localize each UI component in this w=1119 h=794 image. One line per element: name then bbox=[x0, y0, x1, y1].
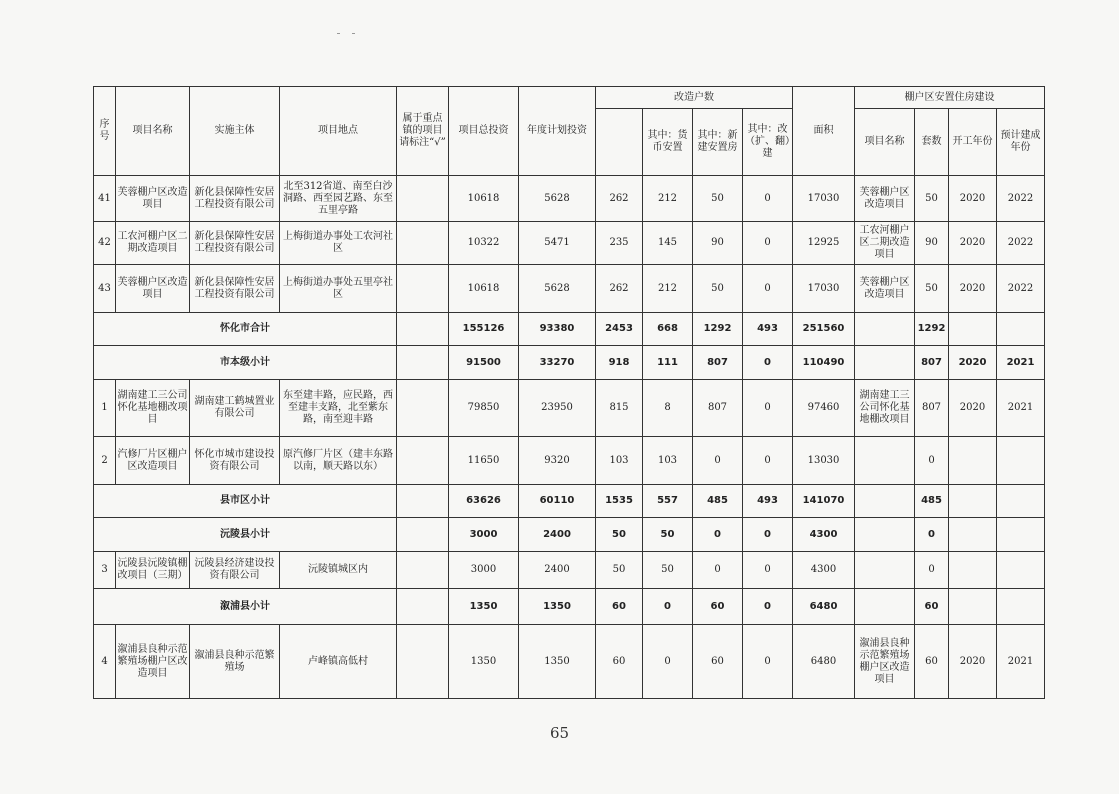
row-households: 235 bbox=[596, 222, 643, 265]
scan-speck bbox=[352, 33, 355, 34]
row-monetary: 8 bbox=[643, 380, 693, 437]
row-annual: 23950 bbox=[519, 380, 596, 437]
row-seq: 42 bbox=[94, 222, 116, 265]
header-rs-units: 套数 bbox=[915, 109, 949, 176]
row-rs-end: 2021 bbox=[997, 380, 1045, 437]
row-rs-end: 2022 bbox=[997, 222, 1045, 265]
row-rs-start bbox=[949, 552, 997, 589]
row-newbuild: 0 bbox=[693, 437, 743, 485]
row-monetary: 103 bbox=[643, 437, 693, 485]
subtotal-total: 63626 bbox=[449, 485, 519, 518]
subtotal-newbuild: 0 bbox=[693, 518, 743, 552]
subtotal-total: 1350 bbox=[449, 589, 519, 625]
subtotal-label: 沅陵县小计 bbox=[94, 518, 397, 552]
row-location: 东至建丰路，应民路，西至建丰支路，北至紫东路，南至迎丰路 bbox=[280, 380, 397, 437]
subtotal-households: 1535 bbox=[596, 485, 643, 518]
row-name: 溆浦县良种示范繁殖场棚户区改造项目 bbox=[116, 625, 190, 699]
subtotal-rs-units: 485 bbox=[915, 485, 949, 518]
row-area: 12925 bbox=[793, 222, 855, 265]
row-entity: 新化县保障性安居工程投资有限公司 bbox=[190, 265, 280, 313]
row-monetary: 145 bbox=[643, 222, 693, 265]
row-rs-start: 2020 bbox=[949, 380, 997, 437]
row-total: 79850 bbox=[449, 380, 519, 437]
xupu-subtotal-row bbox=[94, 589, 1045, 625]
header-rs-start: 开工年份 bbox=[949, 109, 997, 176]
row-rs-name: 芙蓉棚户区改造项目 bbox=[855, 176, 915, 222]
subtotal-area: 141070 bbox=[793, 485, 855, 518]
header-households-blank bbox=[596, 109, 643, 176]
subtotal-monetary: 50 bbox=[643, 518, 693, 552]
huaihua-total-row bbox=[94, 313, 1045, 346]
row-key-town bbox=[397, 625, 449, 699]
row-key-town bbox=[397, 552, 449, 589]
header-households-group: 改造户数 bbox=[596, 87, 793, 109]
row-annual: 5471 bbox=[519, 222, 596, 265]
row-name: 芙蓉棚户区改造项目 bbox=[116, 265, 190, 313]
row-area: 6480 bbox=[793, 625, 855, 699]
row-area: 4300 bbox=[793, 552, 855, 589]
header-hh-monetary: 其中：货币安置 bbox=[643, 109, 693, 176]
row-rs-start: 2020 bbox=[949, 265, 997, 313]
subtotal-area: 110490 bbox=[793, 346, 855, 380]
row-rs-units: 0 bbox=[915, 437, 949, 485]
row-newbuild: 90 bbox=[693, 222, 743, 265]
subtotal-total: 155126 bbox=[449, 313, 519, 346]
row-rs-units: 807 bbox=[915, 380, 949, 437]
subtotal-rs-units: 807 bbox=[915, 346, 949, 380]
subtotal-rs-name bbox=[855, 346, 915, 380]
table-row bbox=[94, 222, 1045, 265]
row-location: 北至312省道、南至白沙洞路、西至园艺路、东至五里亭路 bbox=[280, 176, 397, 222]
row-total: 10618 bbox=[449, 176, 519, 222]
table-row bbox=[94, 380, 1045, 437]
subtotal-rs-end bbox=[997, 485, 1045, 518]
header-resettle-group: 棚户区安置住房建设 bbox=[855, 87, 1045, 109]
row-area: 13030 bbox=[793, 437, 855, 485]
row-seq: 2 bbox=[94, 437, 116, 485]
subtotal-rs-start bbox=[949, 313, 997, 346]
subtotal-total: 91500 bbox=[449, 346, 519, 380]
subtotal-annual: 1350 bbox=[519, 589, 596, 625]
subtotal-renovate: 493 bbox=[743, 313, 793, 346]
scan-speck bbox=[337, 33, 340, 34]
subtotal-key-town bbox=[397, 518, 449, 552]
table-row bbox=[94, 552, 1045, 589]
subtotal-renovate: 0 bbox=[743, 346, 793, 380]
row-total: 10618 bbox=[449, 265, 519, 313]
row-renovate: 0 bbox=[743, 176, 793, 222]
row-seq: 43 bbox=[94, 265, 116, 313]
row-seq: 4 bbox=[94, 625, 116, 699]
header-area: 面积 bbox=[793, 87, 855, 176]
header-hh-new: 其中：新建安置房 bbox=[693, 109, 743, 176]
subtotal-rs-name bbox=[855, 518, 915, 552]
subtotal-total: 3000 bbox=[449, 518, 519, 552]
subtotal-rs-start: 2020 bbox=[949, 346, 997, 380]
row-total: 11650 bbox=[449, 437, 519, 485]
row-households: 60 bbox=[596, 625, 643, 699]
subtotal-rs-units: 0 bbox=[915, 518, 949, 552]
subtotal-monetary: 557 bbox=[643, 485, 693, 518]
row-entity: 溆浦县良种示范繁殖场 bbox=[190, 625, 280, 699]
row-rs-end: 2022 bbox=[997, 176, 1045, 222]
row-monetary: 50 bbox=[643, 552, 693, 589]
subtotal-rs-start bbox=[949, 485, 997, 518]
row-rs-start: 2020 bbox=[949, 222, 997, 265]
row-annual: 1350 bbox=[519, 625, 596, 699]
row-total: 3000 bbox=[449, 552, 519, 589]
subtotal-rs-units: 60 bbox=[915, 589, 949, 625]
row-total: 1350 bbox=[449, 625, 519, 699]
row-rs-end: 2021 bbox=[997, 625, 1045, 699]
subtotal-renovate: 0 bbox=[743, 589, 793, 625]
header-rs-end: 预计建成年份 bbox=[997, 109, 1045, 176]
row-key-town bbox=[397, 437, 449, 485]
header-seq: 序号 bbox=[94, 87, 116, 176]
subtotal-rs-start bbox=[949, 518, 997, 552]
row-entity: 湖南建工鹤城置业有限公司 bbox=[190, 380, 280, 437]
subtotal-key-town bbox=[397, 346, 449, 380]
row-rs-start: 2020 bbox=[949, 176, 997, 222]
subtotal-annual: 93380 bbox=[519, 313, 596, 346]
subtotal-key-town bbox=[397, 485, 449, 518]
subtotal-newbuild: 1292 bbox=[693, 313, 743, 346]
subtotal-newbuild: 807 bbox=[693, 346, 743, 380]
row-entity: 新化县保障性安居工程投资有限公司 bbox=[190, 222, 280, 265]
row-annual: 5628 bbox=[519, 176, 596, 222]
row-renovate: 0 bbox=[743, 625, 793, 699]
row-annual: 9320 bbox=[519, 437, 596, 485]
row-entity: 新化县保障性安居工程投资有限公司 bbox=[190, 176, 280, 222]
subtotal-label: 怀化市合计 bbox=[94, 313, 397, 346]
row-monetary: 212 bbox=[643, 265, 693, 313]
yuanling-subtotal-row bbox=[94, 518, 1045, 552]
row-newbuild: 60 bbox=[693, 625, 743, 699]
subtotal-households: 2453 bbox=[596, 313, 643, 346]
row-entity: 沅陵县经济建设投资有限公司 bbox=[190, 552, 280, 589]
row-location: 沅陵镇城区内 bbox=[280, 552, 397, 589]
row-rs-name bbox=[855, 437, 915, 485]
row-rs-name bbox=[855, 552, 915, 589]
row-rs-name: 溆浦县良种示范繁殖场棚户区改造项目 bbox=[855, 625, 915, 699]
subtotal-rs-end bbox=[997, 313, 1045, 346]
row-location: 卢峰镇高低村 bbox=[280, 625, 397, 699]
row-location: 原汽修厂片区（建丰东路以南，顺天路以东） bbox=[280, 437, 397, 485]
row-area: 17030 bbox=[793, 265, 855, 313]
subtotal-rs-end: 2021 bbox=[997, 346, 1045, 380]
row-seq: 3 bbox=[94, 552, 116, 589]
row-rs-start: 2020 bbox=[949, 625, 997, 699]
subtotal-label: 县市区小计 bbox=[94, 485, 397, 518]
row-area: 17030 bbox=[793, 176, 855, 222]
subtotal-newbuild: 485 bbox=[693, 485, 743, 518]
row-entity: 怀化市城市建设投资有限公司 bbox=[190, 437, 280, 485]
row-name: 湖南建工三公司怀化基地棚改项目 bbox=[116, 380, 190, 437]
table-row bbox=[94, 176, 1045, 222]
header-location: 项目地点 bbox=[280, 87, 397, 176]
subtotal-area: 251560 bbox=[793, 313, 855, 346]
row-name: 工农河棚户区二期改造项目 bbox=[116, 222, 190, 265]
row-renovate: 0 bbox=[743, 265, 793, 313]
row-rs-units: 0 bbox=[915, 552, 949, 589]
row-renovate: 0 bbox=[743, 437, 793, 485]
row-newbuild: 50 bbox=[693, 265, 743, 313]
row-rs-units: 60 bbox=[915, 625, 949, 699]
header-row-1 bbox=[94, 87, 1045, 109]
row-households: 103 bbox=[596, 437, 643, 485]
subtotal-newbuild: 60 bbox=[693, 589, 743, 625]
row-renovate: 0 bbox=[743, 380, 793, 437]
subtotal-rs-name bbox=[855, 313, 915, 346]
subtotal-renovate: 493 bbox=[743, 485, 793, 518]
row-newbuild: 807 bbox=[693, 380, 743, 437]
row-monetary: 212 bbox=[643, 176, 693, 222]
subtotal-annual: 2400 bbox=[519, 518, 596, 552]
row-rs-units: 50 bbox=[915, 176, 949, 222]
row-rs-end bbox=[997, 552, 1045, 589]
row-rs-end: 2022 bbox=[997, 265, 1045, 313]
row-rs-units: 50 bbox=[915, 265, 949, 313]
row-seq: 41 bbox=[94, 176, 116, 222]
subtotal-area: 4300 bbox=[793, 518, 855, 552]
subtotal-monetary: 0 bbox=[643, 589, 693, 625]
row-key-town bbox=[397, 265, 449, 313]
table-row bbox=[94, 265, 1045, 313]
row-rs-name: 湖南建工三公司怀化基地棚改项目 bbox=[855, 380, 915, 437]
row-monetary: 0 bbox=[643, 625, 693, 699]
row-rs-units: 90 bbox=[915, 222, 949, 265]
row-area: 97460 bbox=[793, 380, 855, 437]
page-number: 65 bbox=[549, 724, 570, 742]
subtotal-area: 6480 bbox=[793, 589, 855, 625]
header-name: 项目名称 bbox=[116, 87, 190, 176]
row-total: 10322 bbox=[449, 222, 519, 265]
subtotal-rs-name bbox=[855, 589, 915, 625]
row-annual: 5628 bbox=[519, 265, 596, 313]
row-name: 芙蓉棚户区改造项目 bbox=[116, 176, 190, 222]
row-name: 汽修厂片区棚户区改造项目 bbox=[116, 437, 190, 485]
subtotal-rs-name bbox=[855, 485, 915, 518]
row-rs-start bbox=[949, 437, 997, 485]
row-annual: 2400 bbox=[519, 552, 596, 589]
header-rs-name: 项目名称 bbox=[855, 109, 915, 176]
subtotal-households: 918 bbox=[596, 346, 643, 380]
subtotal-households: 60 bbox=[596, 589, 643, 625]
subtotal-key-town bbox=[397, 313, 449, 346]
subtotal-annual: 33270 bbox=[519, 346, 596, 380]
header-key-town: 属于重点镇的项目请标注“√” bbox=[397, 87, 449, 176]
row-newbuild: 50 bbox=[693, 176, 743, 222]
table-row bbox=[94, 625, 1045, 699]
row-key-town bbox=[397, 176, 449, 222]
header-total-invest: 项目总投资 bbox=[449, 87, 519, 176]
subtotal-annual: 60110 bbox=[519, 485, 596, 518]
subtotal-rs-units: 1292 bbox=[915, 313, 949, 346]
county-subtotal-row bbox=[94, 485, 1045, 518]
row-rs-name: 工农河棚户区二期改造项目 bbox=[855, 222, 915, 265]
row-seq: 1 bbox=[94, 380, 116, 437]
subtotal-rs-start bbox=[949, 589, 997, 625]
row-location: 上梅街道办事处五里亭社区 bbox=[280, 265, 397, 313]
row-newbuild: 0 bbox=[693, 552, 743, 589]
subtotal-label: 市本级小计 bbox=[94, 346, 397, 380]
row-renovate: 0 bbox=[743, 222, 793, 265]
housing-project-table bbox=[93, 86, 1045, 699]
row-households: 50 bbox=[596, 552, 643, 589]
row-name: 沅陵县沅陵镇棚改项目（三期） bbox=[116, 552, 190, 589]
row-key-town bbox=[397, 380, 449, 437]
row-households: 815 bbox=[596, 380, 643, 437]
city-level-subtotal-row bbox=[94, 346, 1045, 380]
subtotal-rs-end bbox=[997, 589, 1045, 625]
header-annual-invest: 年度计划投资 bbox=[519, 87, 596, 176]
row-rs-end bbox=[997, 437, 1045, 485]
subtotal-renovate: 0 bbox=[743, 518, 793, 552]
subtotal-monetary: 111 bbox=[643, 346, 693, 380]
subtotal-rs-end bbox=[997, 518, 1045, 552]
header-entity: 实施主体 bbox=[190, 87, 280, 176]
table-row bbox=[94, 437, 1045, 485]
row-households: 262 bbox=[596, 265, 643, 313]
row-rs-name: 芙蓉棚户区改造项目 bbox=[855, 265, 915, 313]
row-location: 上梅街道办事处工农河社区 bbox=[280, 222, 397, 265]
subtotal-households: 50 bbox=[596, 518, 643, 552]
subtotal-label: 溆浦县小计 bbox=[94, 589, 397, 625]
subtotal-monetary: 668 bbox=[643, 313, 693, 346]
header-hh-renovate: 其中：改（扩、翻）建 bbox=[743, 109, 793, 176]
row-households: 262 bbox=[596, 176, 643, 222]
row-renovate: 0 bbox=[743, 552, 793, 589]
subtotal-key-town bbox=[397, 589, 449, 625]
row-key-town bbox=[397, 222, 449, 265]
